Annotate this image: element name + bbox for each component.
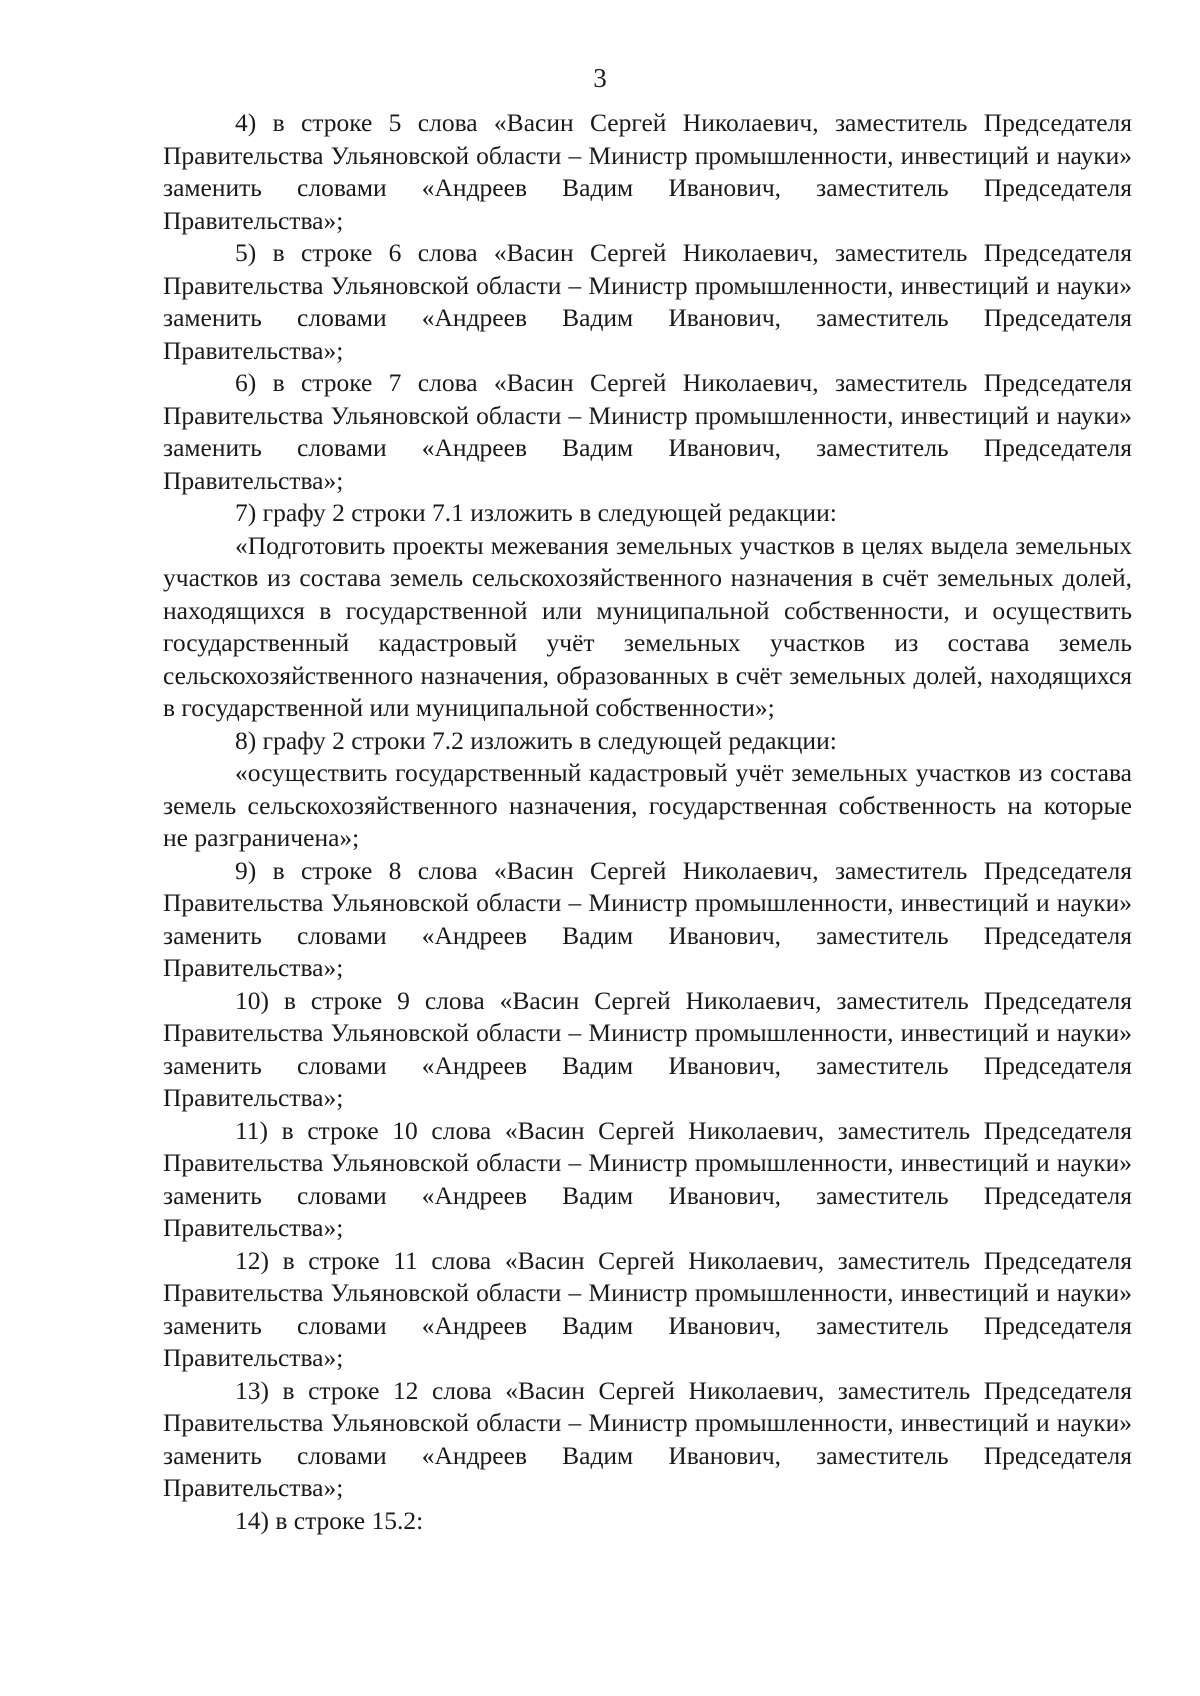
amendment-paragraph: 4) в строке 5 слова «Васин Сергей Николаевич, заместитель Председателя Правительства Ульяновской области – Министр промышленности, инвестиций и науки» заменить словами «Андреев Вадим Иванович, заместитель Председателя Правительства»;	[163, 108, 1132, 235]
amendment-paragraph: 5) в строке 6 слова «Васин Сергей Николаевич, заместитель Председателя Правительства Ульяновской области – Министр промышленности, инвестиций и науки» заменить словами «Андреев Вадим Иванович, заместитель Председателя Правительства»;	[163, 238, 1132, 365]
amendment-paragraph: 12) в строке 11 слова «Васин Сергей Николаевич, заместитель Председателя Правительства Ульяновской области – Министр промышленности, инвестиций и науки» заменить словами «Андреев Вадим Иванович, заместитель Председателя Правительства»;	[163, 1245, 1132, 1372]
amendment-paragraph: 10) в строке 9 слова «Васин Сергей Николаевич, заместитель Председателя Правительства Ульяновской области – Министр промышленности, инвестиций и науки» заменить словами «Андреев Вадим Иванович, заместитель Председателя Правительства»;	[163, 985, 1132, 1112]
amendment-paragraph: 9) в строке 8 слова «Васин Сергей Николаевич, заместитель Председателя Правительства Ульяновской области – Министр промышленности, инвестиций и науки» заменить словами «Андреев Вадим Иванович, заместитель Председателя Правительства»;	[163, 855, 1132, 982]
amendment-paragraph: 8) графу 2 строки 7.2 изложить в следующей редакции:	[235, 725, 837, 755]
amendment-paragraph: 14) в строке 15.2:	[235, 1505, 424, 1535]
amendment-paragraph: 7) графу 2 строки 7.1 изложить в следующей редакции:	[235, 498, 837, 527]
amendment-paragraph: 11) в строке 10 слова «Васин Сергей Николаевич, заместитель Председателя Правительства Ульяновской области – Министр промышленности, инвестиций и науки» заменить словами «Андреев Вадим Иванович, заместитель Председателя Правительства»;	[163, 1115, 1132, 1242]
amendment-paragraph: 6) в строке 7 слова «Васин Сергей Николаевич, заместитель Председателя Правительства Ульяновской области – Министр промышленности, инвестиций и науки» заменить словами «Андреев Вадим Иванович, заместитель Председателя Правительства»;	[163, 368, 1132, 495]
quoted-text-paragraph: «осуществить государственный кадастровый учёт земельных участков из состава земель сельскохозяйственного назначения, государственная собственность на которые не разграничена»;	[163, 758, 1132, 852]
page-number: 3	[593, 63, 607, 93]
amendment-paragraph: 13) в строке 12 слова «Васин Сергей Николаевич, заместитель Председателя Правительства Ульяновской области – Министр промышленности, инвестиций и науки» заменить словами «Андреев Вадим Иванович, заместитель Председателя Правительства»;	[163, 1375, 1132, 1502]
document-body	[163, 107, 1132, 1537]
quoted-text-paragraph: «Подготовить проекты межевания земельных участков в целях выдела земельных участков из состава земель сельскохозяйственного назначения в счёт земельных долей, находящихся в государственной или муниципальной собственности, и осуществить государственный кадастровый учёт земельных участков из состава земель сельскохозяйственного назначения, образованных в счёт земельных долей, находящихся в государственной или муниципальной собственности»;	[163, 530, 1132, 722]
